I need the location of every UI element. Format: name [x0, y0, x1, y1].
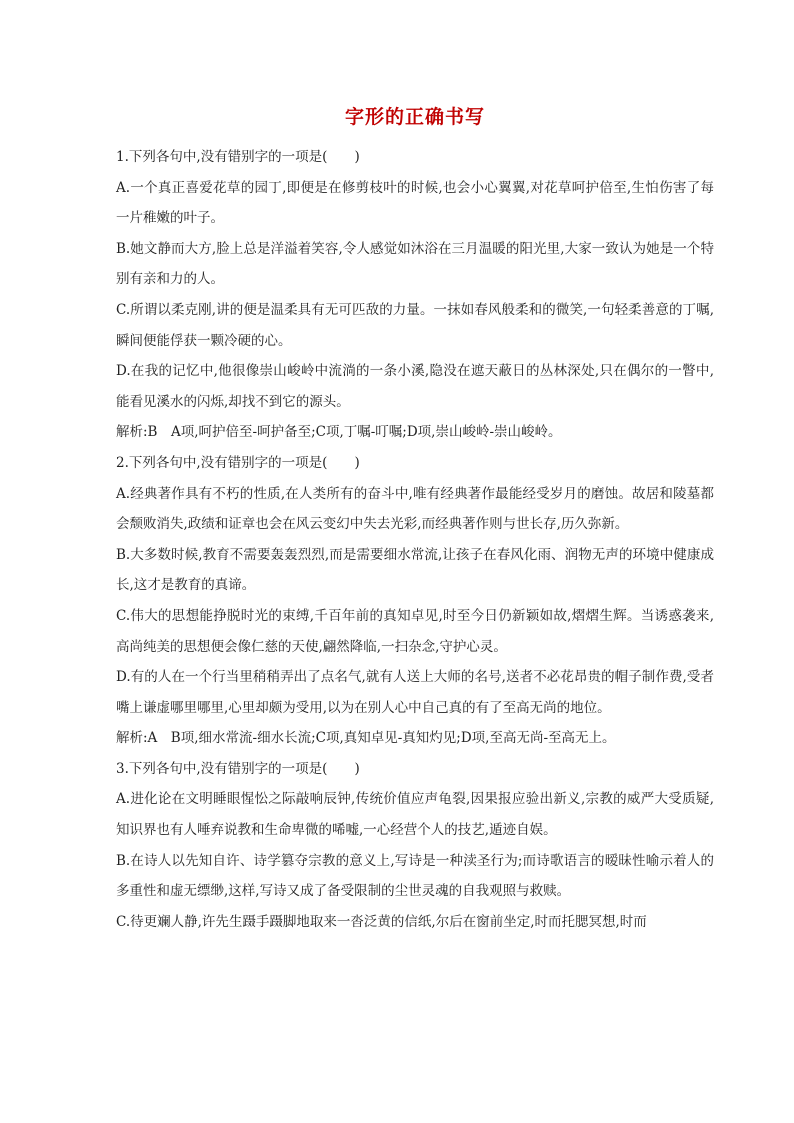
- question-3-option-a: A.进化论在文明睡眼惺忪之际敲响辰钟,传统价值应声龟裂,因果报应验出新义,宗教的威严大受质疑,知识界也有人唾弃说教和生命卑微的唏嘘,一心经营个人的技艺,遁迹自娱。: [116, 791, 714, 839]
- question-2-option-a: A.经典著作具有不朽的性质,在人类所有的奋斗中,唯有经典著作最能经受岁月的磨蚀。故居和陵墓都会颓败消失,政绩和证章也会在风云变幻中失去光彩,而经典著作则与世长存,历久弥新。: [116, 485, 714, 533]
- question-2-option-c: C.伟大的思想能挣脱时光的束缚,千百年前的真知卓见,时至今日仍新颖如故,熠熠生辉。当诱惑袭来,高尚纯美的思想便会像仁慈的天使,翩然降临,一扫杂念,守护心灵。: [116, 607, 714, 655]
- question-2-option-d: D.有的人在一个行当里稍稍弄出了点名气,就有人送上大师的名号,送者不必花昂贵的帽子制作费,受者嘴上谦虚哪里哪里,心里却颇为受用,以为在别人心中自己真的有了至高无尚的地位。: [116, 669, 714, 716]
- question-3-option-b: B.在诗人以先知自许、诗学篡夺宗教的意义上,写诗是一种渎圣行为;而诗歌语言的暧昧性喻示着人的多重性和虚无缥缈,这样,写诗又成了备受限制的尘世灵魂的自我观照与救赎。: [116, 852, 714, 900]
- question-1-stem: 1.下列各句中,没有错别字的一项是( ): [116, 149, 360, 165]
- question-1-option-b: B.她文静而大方,脸上总是洋溢着笑容,令人感觉如沐浴在三月温暖的阳光里,大家一致认为她是一个特别有亲和力的人。: [116, 240, 714, 288]
- question-2-option-b: B.大多数时候,教育不需要轰轰烈烈,而是需要细水常流,让孩子在春风化雨、润物无声的环境中健康成长,这才是教育的真谛。: [116, 546, 714, 594]
- question-1-option-a: A.一个真正喜爱花草的园丁,即便是在修剪枝叶的时候,也会小心翼翼,对花草呵护倍至,生怕伤害了每一片稚嫩的叶子。: [116, 179, 714, 227]
- question-1-analysis: 解析:B A项,呵护倍至-呵护备至;C项,丁嘱-叮嘱;D项,崇山峻岭-崇山峻岭。: [116, 424, 562, 441]
- question-1-option-c: C.所谓以柔克刚,讲的便是温柔具有无可匹敌的力量。一抹如春风般柔和的微笑,一句轻柔善意的丁嘱,瞬间便能俘获一颗冷硬的心。: [116, 301, 714, 349]
- question-3-option-c: C.待更斓人静,许先生蹑手蹑脚地取来一沓泛黄的信纸,尔后在窗前坐定,时而托腮冥想,时而: [116, 913, 647, 930]
- question-1-option-d: D.在我的记忆中,他很像崇山峻岭中流淌的一条小溪,隐没在遮天蔽日的丛林深处,只在偶尔的一瞥中,能看见溪水的闪烁,却找不到它的源头。: [116, 363, 714, 410]
- question-2-stem: 2.下列各句中,没有错别字的一项是( ): [116, 454, 360, 471]
- page-title: 字形的正确书写: [344, 106, 485, 128]
- question-3-stem: 3.下列各句中,没有错别字的一项是( ): [116, 760, 360, 777]
- question-2-analysis: 解析:A B项,细水常流-细水长流;C项,真知卓见-真知灼见;D项,至高无尚-至高无上。: [116, 730, 616, 747]
